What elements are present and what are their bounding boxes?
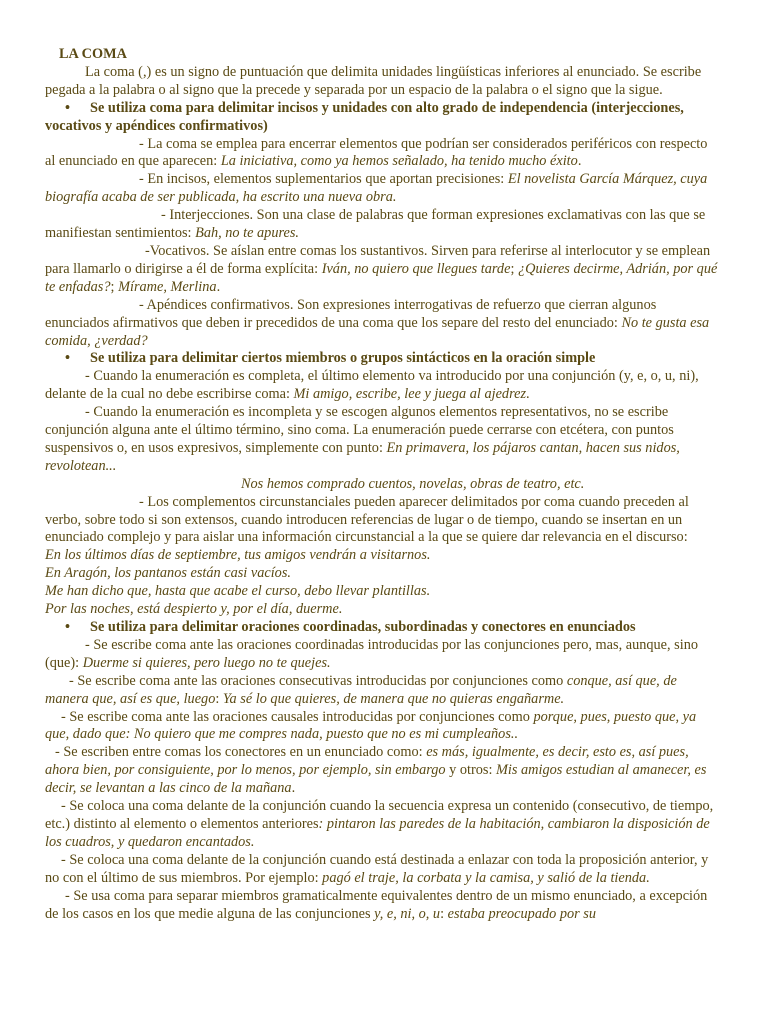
separator-text: ; [110,278,119,295]
example-text: porque, pues, puesto que, ya que, dado que: No quiero que me compres nada, puesto que no es mi cumpleaños.. [45,708,697,743]
example-text: Me han dicho que, hasta que acabe el curso, debo llevar plantillas. [45,583,431,600]
paragraph-interjecciones [45,207,721,243]
example-text: y, e, ni, o, u [374,905,441,922]
example-text: En primavera, los pájaros cantan, hacen sus nidos, revolotean... [45,439,680,474]
example-line [45,547,721,565]
paragraph-conectores [45,744,721,798]
example-text: ¿Quieres decirme, Adrián, por qué te enfadas? [45,260,718,295]
example-text: Iván, no quiero que llegues tarde [321,260,511,277]
paragraph-text: . [216,278,221,295]
example-line [45,565,721,583]
paragraph-text: - Se coloca una coma delante de la conjunción cuando está destinada a enlazar con toda la proposición anterior, y no con el último de sus miembros. Por ejemplo: [45,851,709,886]
example-text: : pintaron las paredes de la habitación, cambiaron la disposición de los cuadros, y quedaron encantados. [45,815,710,850]
paragraph-consecutivas [45,673,721,709]
separator-text: : [440,905,448,922]
paragraph-text: - Se escribe coma ante las oraciones consecutivas introducidas por conjunciones como [69,672,567,689]
example-text: Bah, no te apures. [195,225,299,242]
example-text: Ya sé lo que quieres, de manera que no quieras engañarme. [222,690,565,707]
bullet-text: Se utiliza para delimitar oraciones coordinadas, subordinadas y conectores en enunciados [90,619,636,635]
example-text: El novelista García Márquez, cuya biografía acaba de ser publicada, ha escrito una nueva obra. [45,171,708,206]
paragraph-text: - Apéndices confirmativos. Son expresiones interrogativas de refuerzo que cierran algunos enunciados afirmativos que deben ir precedidos de una coma que los separe del resto del enunciado: [45,296,657,331]
paragraph-text: - Se escribe coma ante las oraciones coordinadas introducidas por las conjunciones pero, mas, aunque, sino (que): [45,636,698,671]
example-text: Mis amigos estudian al amanecer, es decir, se levantan a las cinco de la mañana [45,762,707,797]
paragraph-text: - Cuando la enumeración es incompleta y se escogen algunos elementos representativos, no se escribe conjunción alguna ante el último término, sino coma. La enumeración puede cerrarse con etcétera, con puntos suspensivos o, en usos expresivos, simplemente con punto: [45,404,674,456]
separator-text: ; [510,260,518,277]
example-text: En los últimos días de septiembre, tus amigos vendrán a visitarnos. [45,547,431,564]
example-text: pagó el traje, la corbata y la camisa, y salió de la tienda. [322,869,650,886]
paragraph-apendices [45,297,721,351]
document-page [45,46,721,923]
paragraph-text: . [577,153,582,170]
paragraph-enumeracion-incompleta [45,404,721,476]
paragraph-secuencia [45,798,721,852]
paragraph-equivalentes [45,888,721,924]
example-text: No te gusta esa comida, ¿verdad? [45,314,710,349]
separator-text: : [215,690,223,707]
paragraph-coordinadas [45,637,721,673]
paragraph-text: y otros: [445,762,496,779]
bullet-text: Se utiliza coma para delimitar incisos y unidades con alto grado de independencia (interjecciones, vocativos y apéndices confirmativos) [45,99,684,134]
example-text: La iniciativa, como ya hemos señalado, ha tenido mucho éxito [220,153,578,170]
paragraph-text: - Se escribe coma ante las oraciones causales introducidas por conjunciones como [61,708,534,725]
centered-example [45,476,721,494]
example-text: Mírame, Merlina [118,278,217,295]
example-text: Duerme si quieres, pero luego no te quejes. [82,654,331,671]
example-line [45,583,721,601]
example-text: Por las noches, está despierto y, por el día, duerme. [45,601,343,618]
paragraph-proposicion [45,852,721,888]
bullet-heading-grupos [45,350,721,368]
paragraph-text: - Interjecciones. Son una clase de palabras que forman expresiones exclamativas con las que se manifiestan sentimientos: [45,207,706,242]
example-text: conque, así que, de manera que, así es que, luego [45,672,677,707]
paragraph-complementos: - Los complementos circunstanciales pueden aparecer delimitados por coma cuando preceden al verbo, sobre todo si son extensos, cuando introducen referencias de lugar o de tiempo, cuando se insertan en un enunciado complejo y para aislar una información circunstancial a la que se quiere dar relevancia en el discurso: [45,493,689,546]
bullet-text: Se utiliza para delimitar ciertos miembros o grupos sintácticos en la oración simple [90,350,596,367]
paragraph-incisos [45,171,721,207]
intro-paragraph: La coma (,) es un signo de puntuación que delimita unidades lingüísticas inferiores al enunciado. Se escribe pegada a la palabra o al signo que la precede y separada por un espacio de la palabra o el signo que la sigue. [45,63,702,98]
paragraph-enumeracion-completa [45,368,721,404]
paragraph-text: - Cuando la enumeración es completa, el último elemento va introducido por una conjunción (y, e, o, u, ni), delante de la cual no debe escribirse coma: [45,368,699,403]
paragraph-text: - Se usa coma para separar miembros gramaticalmente equivalentes dentro de un mismo enunciado, a excepción de los casos en los que medie alguna de las conjunciones [45,887,708,922]
example-text: es más, igualmente, es decir, esto es, así pues, ahora bien, por consiguiente, por lo menos, por ejemplo, sin embargo [45,744,689,779]
bullet-icon: • [64,619,70,635]
paragraph-text: - En incisos, elementos suplementarios que aportan precisiones: [139,171,508,188]
example-text: Nos hemos comprado cuentos, novelas, obras de teatro, etc. [241,475,585,492]
paragraph-vocativos [45,243,721,297]
page-title: LA COMA [59,46,127,62]
paragraph-text: . [526,386,530,403]
paragraph-causales [45,709,721,745]
example-text: En Aragón, los pantanos están casi vacíos. [45,565,291,582]
paragraph-text: - Se escriben entre comas los conectores en un enunciado como: [55,744,427,761]
bullet-icon: • [64,350,70,367]
example-text: Mi amigo, escribe, lee y juega al ajedrez [293,386,527,403]
paragraph-text: . [291,780,296,797]
bullet-heading-oraciones [45,619,721,637]
paragraph-text: - La coma se emplea para encerrar elementos que podrían ser considerados periféricos con respecto al enunciado en que aparecen: [45,135,708,170]
paragraph-text: -Vocativos. Se aíslan entre comas los sustantivos. Sirven para referirse al interlocutor y se emplean para llamarlo o dirigirse a él de forma explícita: [45,242,711,277]
example-line [45,601,721,619]
paragraph-text: - Se coloca una coma delante de la conjunción cuando la secuencia expresa un contenido (consecutivo, de tiempo, etc.) distinto al elemento o elementos anteriores [45,798,714,832]
bullet-icon: • [64,99,70,116]
bullet-heading-incisos [45,100,721,136]
paragraph-perifericos [45,136,721,172]
example-text: estaba preocupado por su [447,905,596,922]
